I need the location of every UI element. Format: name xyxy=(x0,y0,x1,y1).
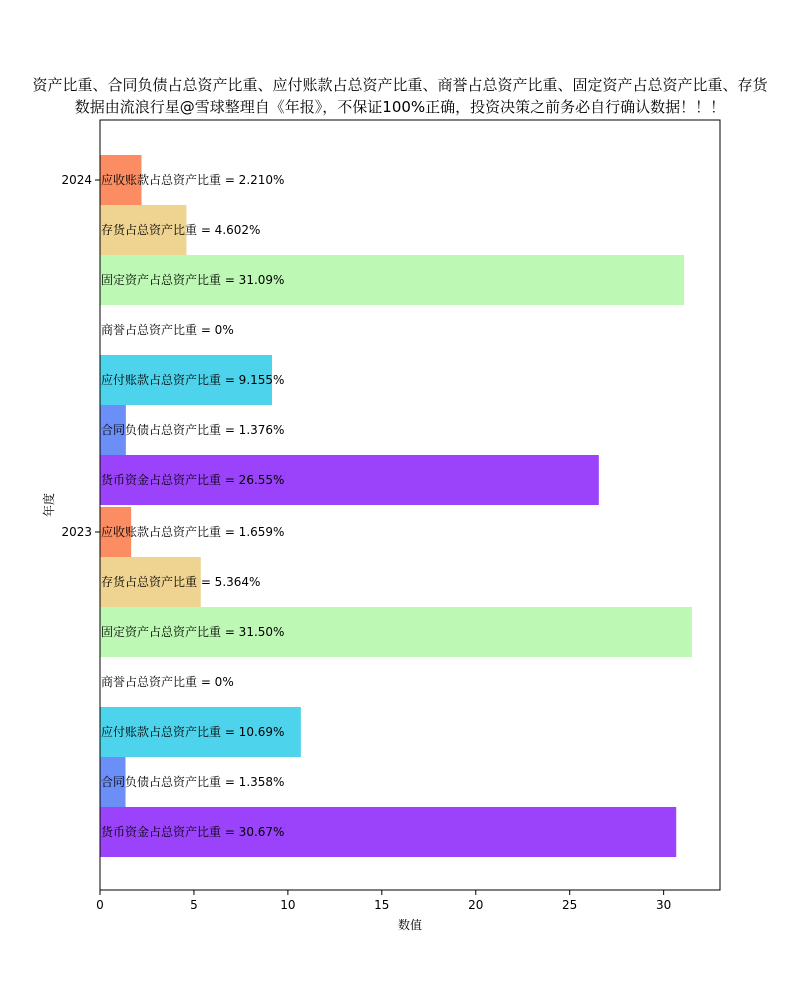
x-tick-label: 15 xyxy=(374,898,390,912)
plot-area xyxy=(61,155,691,912)
bar-label: 应收账款占总资产比重 = 1.659% xyxy=(101,525,285,539)
y-axis-label: 年度 xyxy=(42,492,56,518)
chart-title: 资产比重、合同负债占总资产比重、应付账款占总资产比重、商誉占总资产比重、固定资产占总资产比重、存货 xyxy=(32,76,768,94)
chart-subtitle: 数据由流浪行星@雪球整理自《年报》，不保证100%正确，投资决策之前务必自行确认数据！！！ xyxy=(74,98,726,116)
x-axis-label: 数值 xyxy=(397,918,423,932)
bar-label: 合同负债占总资产比重 = 1.358% xyxy=(101,775,285,789)
bar-label: 固定资产占总资产比重 = 31.50% xyxy=(101,625,285,639)
bar-label: 存货占总资产比重 = 4.602% xyxy=(101,223,261,237)
x-tick-label: 0 xyxy=(96,898,104,912)
y-tick-label: 2023 xyxy=(61,525,92,539)
x-tick-label: 20 xyxy=(468,898,484,912)
bar-label: 应付账款占总资产比重 = 10.69% xyxy=(101,725,285,739)
bar-label: 货币资金占总资产比重 = 26.55% xyxy=(101,473,285,487)
x-tick-label: 10 xyxy=(280,898,296,912)
bar-label: 商誉占总资产比重 = 0% xyxy=(101,675,234,689)
bar-label: 合同负债占总资产比重 = 1.376% xyxy=(101,423,285,437)
x-tick-label: 25 xyxy=(562,898,578,912)
bar-label: 商誉占总资产比重 = 0% xyxy=(101,323,234,337)
y-tick-label: 2024 xyxy=(61,173,92,187)
x-tick-label: 30 xyxy=(655,898,672,912)
bar-label: 存货占总资产比重 = 5.364% xyxy=(101,575,261,589)
bar-label: 应收账款占总资产比重 = 2.210% xyxy=(101,173,285,187)
bar-label: 固定资产占总资产比重 = 31.09% xyxy=(101,273,285,287)
bar-label: 应付账款占总资产比重 = 9.155% xyxy=(101,373,285,387)
x-tick-label: 5 xyxy=(190,898,198,912)
bar-label: 货币资金占总资产比重 = 30.67% xyxy=(101,825,285,839)
